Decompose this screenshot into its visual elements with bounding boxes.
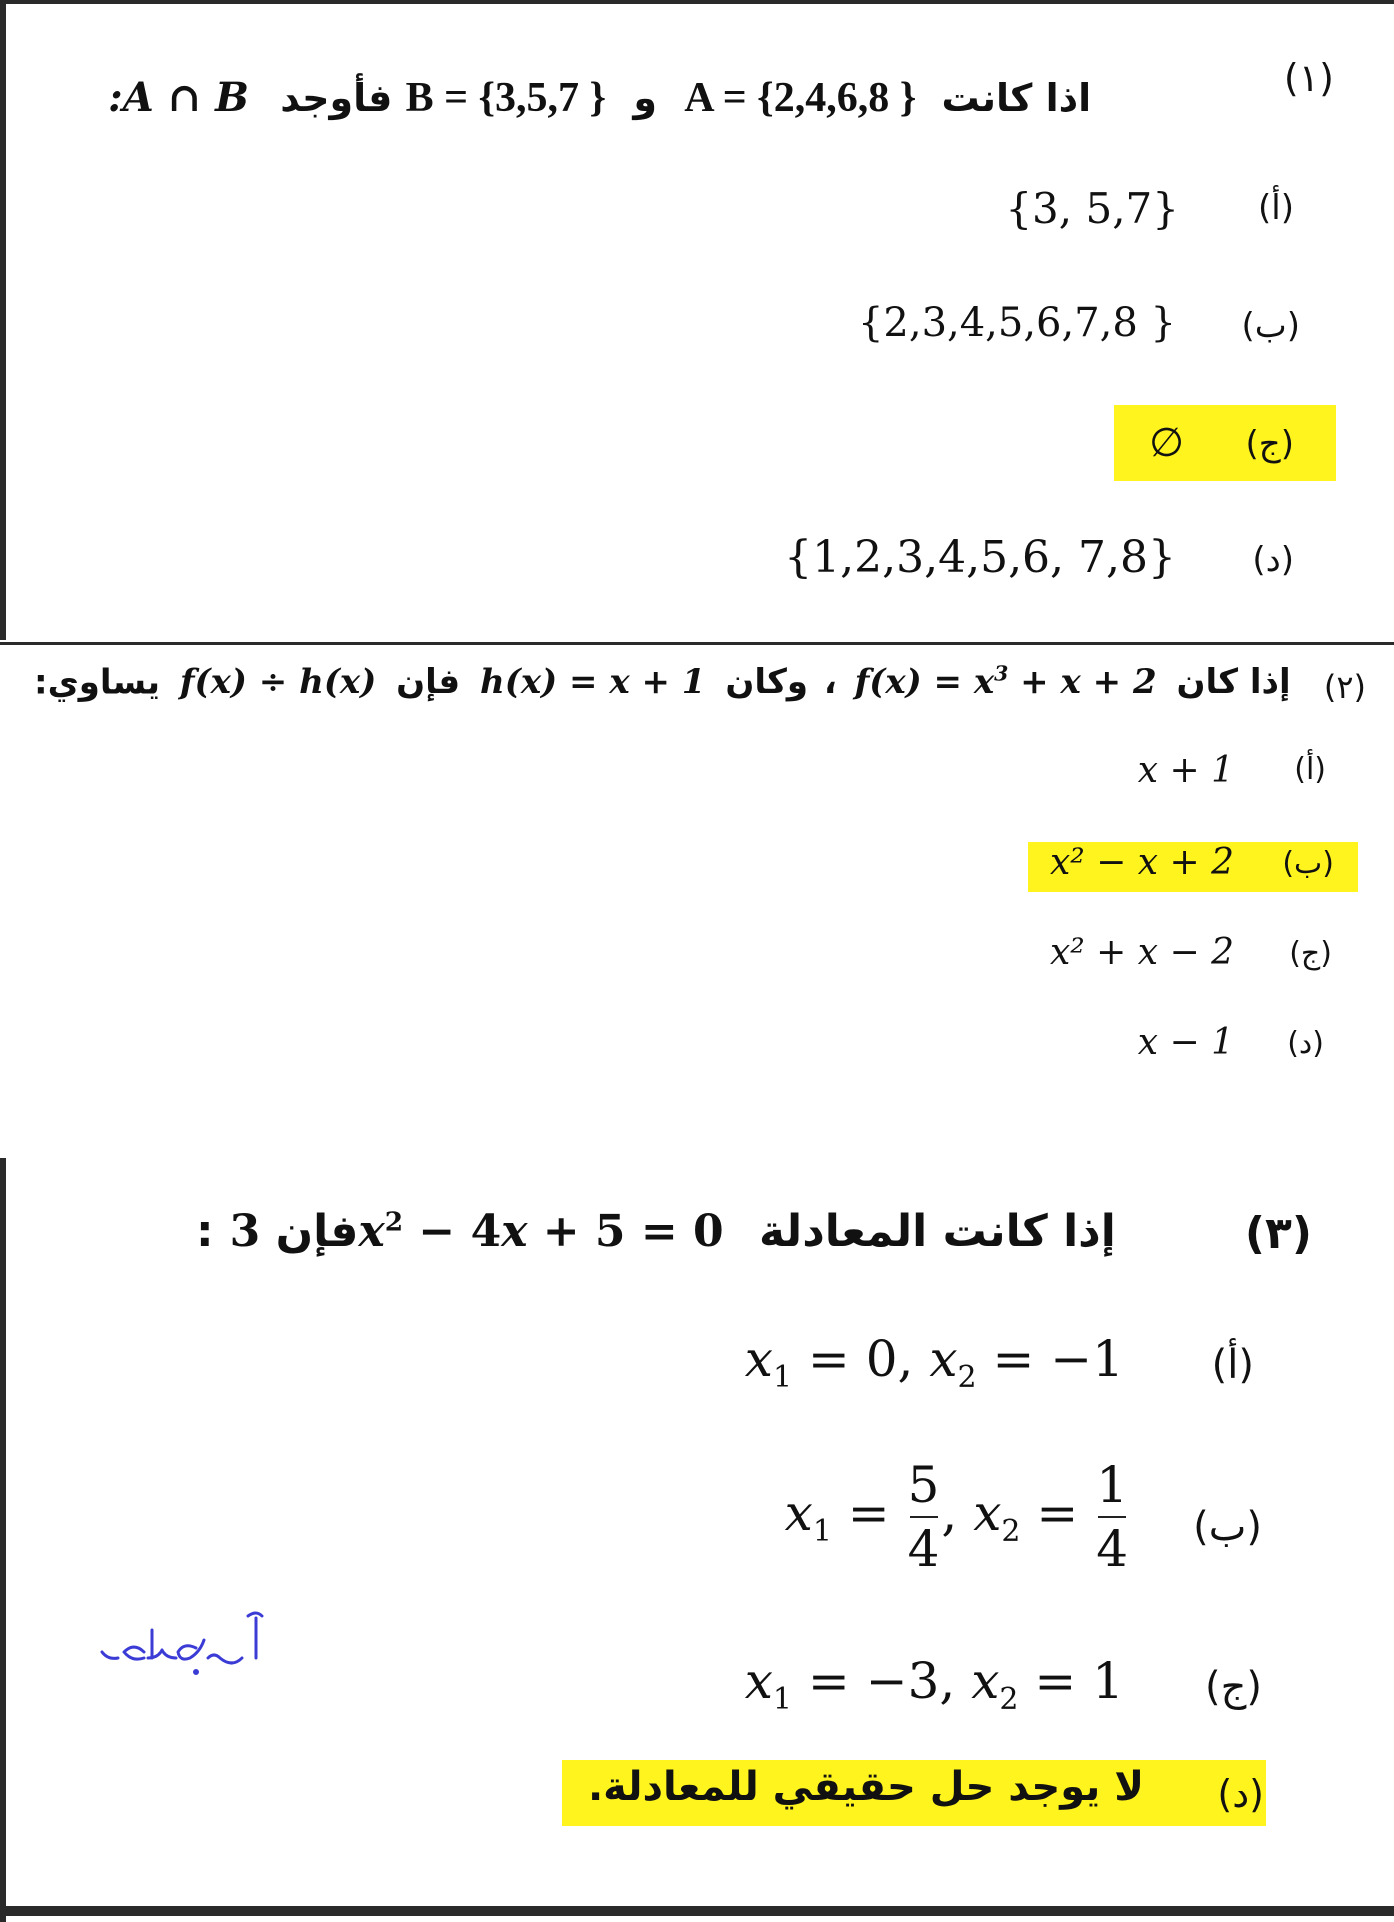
question-2-number: (٢) <box>1323 668 1366 706</box>
left-border-section-3 <box>0 1158 6 1922</box>
q1-option-a-letter: (أ) <box>1258 188 1294 228</box>
q3-option-b-letter: (ب) <box>1193 1504 1262 1550</box>
q3-option-d-value: لا يوجد حل حقيقي للمعادلة. <box>587 1764 1144 1810</box>
section-divider <box>0 642 1394 645</box>
question-1-stem: :A ∩ B فأوجد B = {3,5,7 } و A = {2,4,6,8 } اذا كانت <box>108 74 1092 121</box>
q1-option-b-letter: (ب) <box>1241 306 1300 346</box>
q1-option-c-value: ∅ <box>1149 420 1184 466</box>
q1-option-c-letter: (ج) <box>1245 424 1294 464</box>
q2-option-a-letter: (أ) <box>1294 752 1326 787</box>
question-3-number: (٣) <box>1244 1208 1312 1259</box>
q2-option-b-letter: (ب) <box>1282 846 1334 881</box>
q1-option-d-value: {1,2,3,4,5,6, 7,8} <box>784 532 1176 583</box>
question-1-number: (١) <box>1283 56 1334 100</box>
q3-option-a-letter: (أ) <box>1211 1342 1254 1388</box>
q3-option-c-value: $x_1 = -3$, $x_2 = 1$ <box>744 1652 1124 1717</box>
question-2-stem: :يساوي f(x) ÷ h(x) فإن h(x) = x + 1 وكان ، $f(x) = x^3 + x + 2$ إذا كان <box>34 662 1291 703</box>
q3-option-c-letter: (ج) <box>1204 1664 1262 1710</box>
q2-option-d-value: x − 1 <box>1137 1022 1234 1063</box>
question-3-stem: :فإن 3 $x^2 - 4x + 5 = 0$ إذا كانت المعادلة <box>196 1206 1116 1257</box>
q1-option-c-highlight <box>1114 405 1336 481</box>
top-border <box>0 0 1394 4</box>
q1-option-a-value: {3, 5,7} <box>1005 184 1179 233</box>
q3-option-b-value: $x_1$ = $\frac{5}{4}$ , $x_2$ = $\frac{1}{4}$ <box>784 1456 1128 1578</box>
left-border-section-1 <box>0 0 6 640</box>
q3-option-a-value: $x_1 = 0$, $x_2 = -1$ <box>744 1330 1124 1395</box>
q2-option-c-value: x² + x − 2 <box>1049 932 1234 973</box>
q3-option-d-letter: (د) <box>1217 1772 1264 1816</box>
q2-option-a-value: x + 1 <box>1137 750 1234 791</box>
q2-option-c-letter: (ج) <box>1289 936 1332 971</box>
q1-option-d-letter: (د) <box>1252 540 1294 580</box>
q1-option-b-value: {2,3,4,5,6,7,8 } <box>857 300 1176 346</box>
q2-option-b-value: x² − x + 2 <box>1049 842 1234 883</box>
bottom-border <box>0 1906 1394 1916</box>
q2-option-d-letter: (د) <box>1287 1026 1324 1061</box>
handwritten-signature <box>92 1610 272 1690</box>
